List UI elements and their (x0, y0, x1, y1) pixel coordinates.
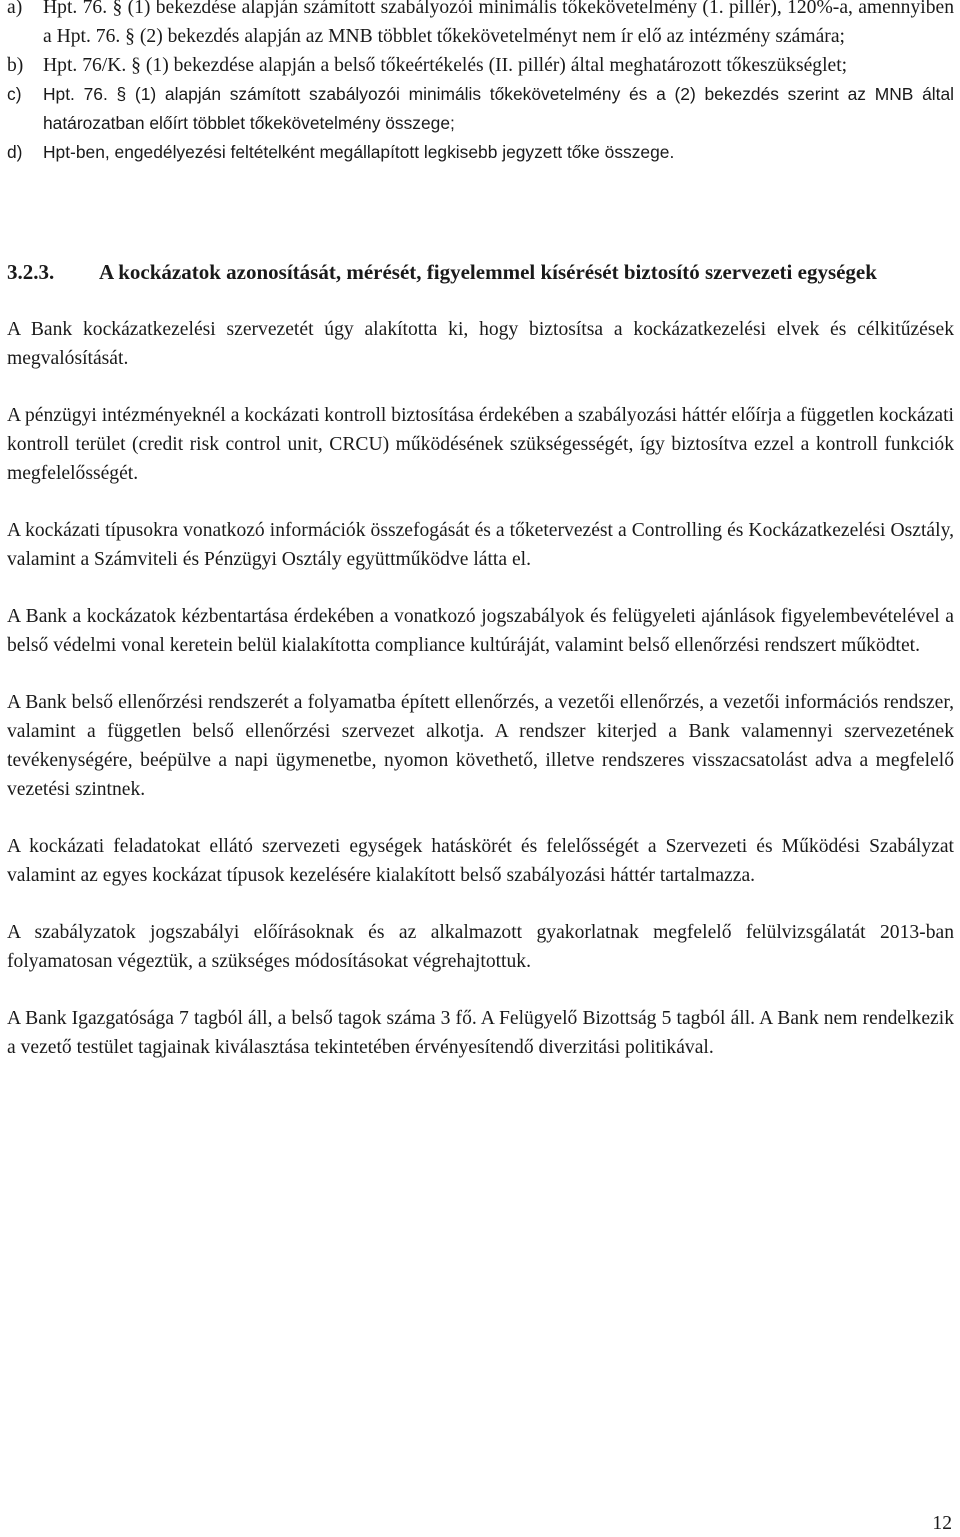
paragraph: A Bank kockázatkezelési szervezetét úgy alakította ki, hogy biztosítsa a kockázatkezelési elvek és célkitűzések megvalósítását. (7, 319, 954, 369)
paragraph: A Bank belső ellenőrzési rendszerét a folyamatba épített ellenőrzés, a vezetői ellenőrzés, a vezetői információs rendszer, valamint a független belső ellenőrzési szervezet alkotja. A rendszer kiterjed a Bank valamennyi szervezetének tevékenységére, beépülve a napi ügymenetbe, nyomon követhető, illetve rendszeres visszacsatolást adva a megfelelő vezetési szintnek. (7, 692, 954, 800)
list-item-b (7, 51, 954, 80)
paragraph: A pénzügyi intézményeknél a kockázati kontroll biztosítása érdekében a szabályozási háttér előírja a független kockázati kontroll terület (credit risk control unit, CRCU) működésének szükségességét, így biztosítva ezzel a kontroll funkciók megfelelősségét. (7, 405, 954, 484)
section-title: A kockázatok azonosítását, mérését, figyelemmel kísérését biztosító szervezeti egységek (99, 260, 877, 284)
list-marker: c) (7, 84, 22, 104)
paragraph: A kockázati feladatokat ellátó szervezeti egységek hatáskörét és felelősségét a Szervezeti és Működési Szabályzat valamint az egyes kockázat típusok kezelésére kialakított belső szabályozási háttér tartalmazza. (7, 836, 954, 886)
list-item-d (7, 138, 954, 167)
page-content (7, 0, 954, 1090)
paragraph: A kockázati típusokra vonatkozó információk összefogását és a tőketervezést a Controlling és Kockázatkezelési Osztály, valamint a Számviteli és Pénzügyi Osztály együttműködve látta el. (7, 520, 954, 570)
section-heading (7, 257, 954, 287)
list-item-a (7, 0, 954, 51)
list-marker: b) (7, 55, 24, 76)
list-marker: a) (7, 0, 23, 18)
list-item-text: Hpt. 76. § (1) alapján számított szabályozói minimális tőkekövetelmény és a (2) bekezdés szerint az MNB által határozatban előírt többlet tőkekövetelmény összege; (43, 84, 954, 133)
page-number: 12 (932, 1513, 952, 1534)
list-item-c (7, 80, 954, 138)
list-item-text: Hpt. 76. § (1) bekezdése alapján számított szabályozói minimális tőkekövetelmény (1. pillér), 120%-a, amennyiben a Hpt. 76. § (2) bekezdés alapján az MNB többlet tőkekövetelményt nem ír elő az intézmény számára; (43, 0, 954, 47)
list-item-text: Hpt. 76/K. § (1) bekezdése alapján a belső tőkeértékelés (II. pillér) által meghatározott tőkeszükséglet; (43, 55, 848, 76)
list-marker: d) (7, 142, 23, 162)
capital-requirement-list (7, 0, 954, 167)
paragraph: A Bank a kockázatok kézbentartása érdekében a vonatkozó jogszabályok és felügyeleti ajánlások figyelembevételével a belső védelmi vonal keretein belül kialakította compliance kultúráját, valamint belső ellenőrzési rendszert működtet. (7, 606, 954, 656)
section-number: 3.2.3. (7, 260, 55, 284)
paragraph: A szabályzatok jogszabályi előírásoknak és az alkalmazott gyakorlatnak megfelelő felülvizsgálatát 2013-ban folyamatosan végeztük, a szükséges módosításokat végrehajtottuk. (7, 922, 954, 972)
paragraph: A Bank Igazgatósága 7 tagból áll, a belső tagok száma 3 fő. A Felügyelő Bizottság 5 tagból áll. A Bank nem rendelkezik a vezető testület tagjainak kiválasztása tekintetében érvényesítendő diverzitási politikával. (7, 1008, 954, 1058)
list-item-text: Hpt-ben, engedélyezési feltételként megállapított legkisebb jegyzett tőke összege. (43, 142, 675, 162)
